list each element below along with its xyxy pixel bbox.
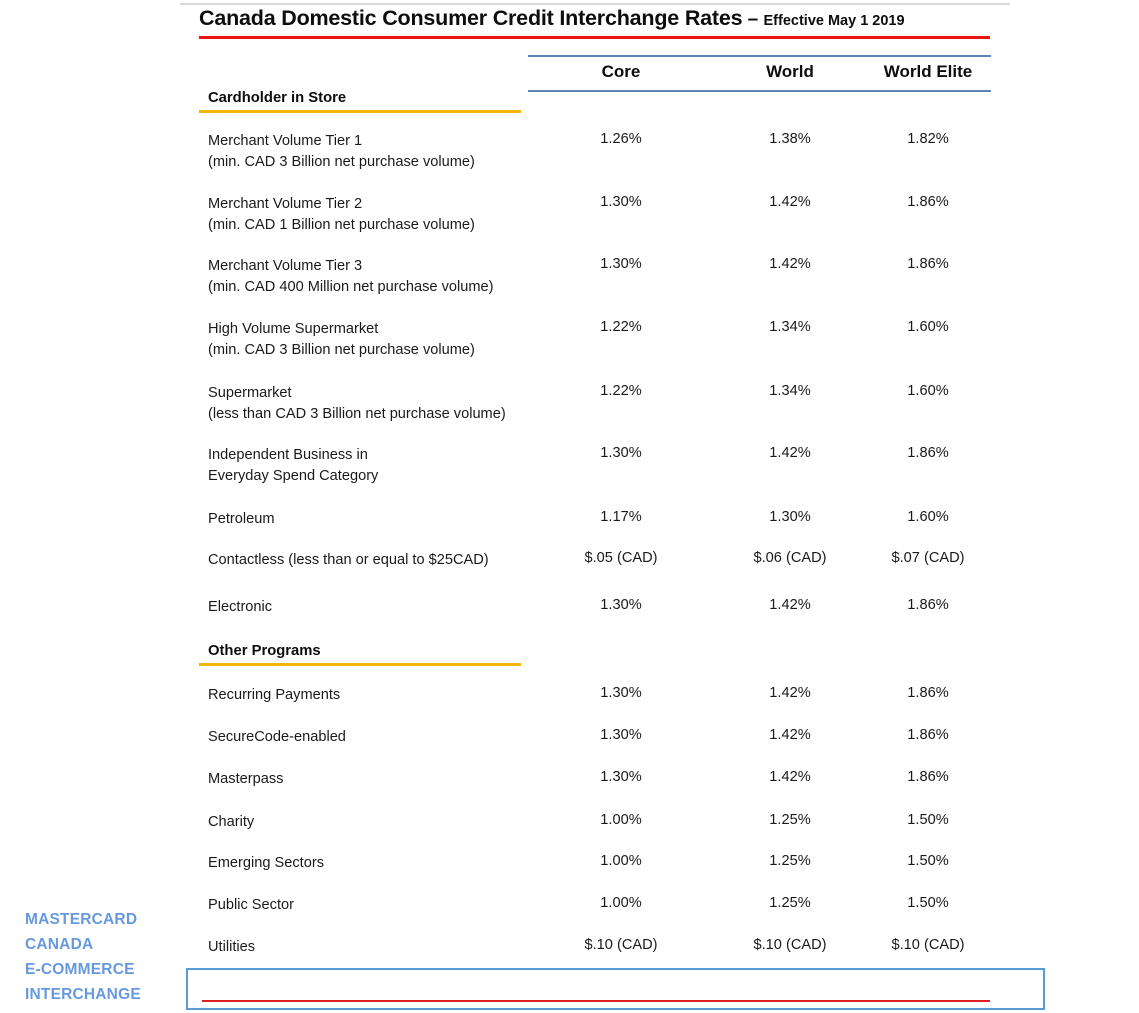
row-label <box>208 194 538 236</box>
row-label <box>208 597 538 618</box>
rate-cell-world: 1.42% <box>769 769 811 785</box>
rate-cell-core: 1.22% <box>600 383 642 399</box>
row-label-line1: Petroleum <box>208 511 275 527</box>
row-label <box>208 769 538 790</box>
row-label-line1: High Volume Supermarket <box>208 321 379 337</box>
rate-cell-core: 1.30% <box>600 256 642 272</box>
rate-cell-world: 1.38% <box>769 131 811 147</box>
row-label-line2: (min. CAD 1 Billion net purchase volume) <box>208 217 475 234</box>
row-label-line1: Merchant Volume Tier 1 <box>208 133 363 149</box>
rate-cell-elite: 1.50% <box>907 812 949 828</box>
row-label <box>208 445 538 487</box>
section-label: Other Programs <box>208 643 321 659</box>
rate-cell-elite: 1.86% <box>907 194 949 210</box>
row-label-line1: Contactless (less than or equal to $25CAD) <box>208 552 489 568</box>
rate-cell-world: 1.30% <box>769 509 811 525</box>
title-dash: – <box>742 9 764 30</box>
rate-cell-core: $.10 (CAD) <box>584 937 658 953</box>
rate-cell-world: 1.42% <box>769 597 811 613</box>
standard-row-highlight-box <box>186 968 1045 1010</box>
rate-cell-world: $.06 (CAD) <box>753 550 827 566</box>
row-label <box>208 937 538 958</box>
rate-cell-elite: 1.86% <box>907 597 949 613</box>
row-label <box>208 550 538 571</box>
rate-cell-core: 1.22% <box>600 319 642 335</box>
column-header-world: World <box>766 62 814 81</box>
column-header-core: Core <box>601 62 641 81</box>
row-label <box>208 853 538 874</box>
rate-cell-core: 1.30% <box>600 194 642 210</box>
rate-cell-elite: 1.50% <box>907 853 949 869</box>
row-label-line1: Masterpass <box>208 771 284 787</box>
row-label <box>208 383 538 425</box>
row-label-line1: Utilities <box>208 939 256 955</box>
rate-cell-core: 1.30% <box>600 727 642 743</box>
rate-cell-elite: 1.86% <box>907 685 949 701</box>
rate-cell-core: 1.00% <box>600 853 642 869</box>
row-label <box>208 256 538 298</box>
rate-cell-elite: 1.86% <box>907 727 949 743</box>
rate-cell-elite: 1.86% <box>907 445 949 461</box>
row-label <box>208 131 538 173</box>
row-label-line1: Public Sector <box>208 897 294 913</box>
section-underline <box>199 110 521 113</box>
sidebar-brand-line: E-COMMERCE <box>25 961 135 979</box>
rate-cell-world: 1.25% <box>769 853 811 869</box>
row-label <box>208 812 538 833</box>
rate-cell-world: 1.42% <box>769 685 811 701</box>
rate-cell-core: 1.17% <box>600 509 642 525</box>
rate-cell-core: 1.30% <box>600 445 642 461</box>
sidebar-brand-line: MASTERCARD <box>25 911 138 928</box>
rate-cell-elite: 1.86% <box>907 256 949 272</box>
rate-cell-elite: 1.60% <box>907 509 949 525</box>
title-main: Canada Domestic Consumer Credit Interchange Rates <box>199 6 743 30</box>
rate-cell-world: 1.25% <box>769 812 811 828</box>
row-label-line1: Emerging Sectors <box>208 855 324 871</box>
row-label <box>208 685 538 706</box>
rate-cell-core: 1.30% <box>600 685 642 701</box>
row-label-line1: Supermarket <box>208 385 292 401</box>
rate-cell-world: 1.42% <box>769 256 811 272</box>
row-label-line2: (less than CAD 3 Billion net purchase volume) <box>208 406 506 423</box>
row-label <box>208 509 538 530</box>
row-label-line1: Independent Business in <box>208 447 368 463</box>
rate-cell-elite: $.10 (CAD) <box>891 937 965 953</box>
row-label-line1: Charity <box>208 814 255 830</box>
row-label-line2: Everyday Spend Category <box>208 468 379 485</box>
row-label-line1: Merchant Volume Tier 2 <box>208 196 363 212</box>
rate-cell-elite: $.07 (CAD) <box>891 550 965 566</box>
rate-cell-world: $.10 (CAD) <box>753 937 827 953</box>
sidebar-brand-line: INTERCHANGE <box>25 986 141 1004</box>
rate-cell-world: 1.34% <box>769 383 811 399</box>
row-label-line2: (min. CAD 3 Billion net purchase volume) <box>208 154 475 171</box>
row-label-line1: Electronic <box>208 599 273 615</box>
header-rule-top <box>528 55 991 57</box>
row-label-line2: (min. CAD 3 Billion net purchase volume) <box>208 342 475 359</box>
row-label <box>208 727 538 748</box>
rate-cell-world: 1.42% <box>769 194 811 210</box>
row-label <box>208 895 538 916</box>
rate-cell-world: 1.42% <box>769 727 811 743</box>
row-label <box>208 319 538 361</box>
rate-cell-core: 1.26% <box>600 131 642 147</box>
section-label: Cardholder in Store <box>208 90 347 106</box>
column-header-world-elite: World Elite <box>883 62 973 81</box>
rate-cell-elite: 1.60% <box>907 319 949 335</box>
rate-cell-core: 1.30% <box>600 769 642 785</box>
rate-cell-world: 1.25% <box>769 895 811 911</box>
rate-cell-world: 1.34% <box>769 319 811 335</box>
rate-cell-elite: 1.50% <box>907 895 949 911</box>
section-underline <box>199 663 521 666</box>
title-effective-date: Effective May 1 2019 <box>763 13 905 29</box>
standard-row-underline <box>202 1000 990 1002</box>
rate-cell-world: 1.42% <box>769 445 811 461</box>
rate-cell-core: 1.00% <box>600 812 642 828</box>
rate-cell-core: $.05 (CAD) <box>584 550 658 566</box>
row-label-line2: (min. CAD 400 Million net purchase volume) <box>208 279 494 296</box>
row-label-line1: Recurring Payments <box>208 687 341 703</box>
rate-cell-core: 1.30% <box>600 597 642 613</box>
rate-cell-elite: 1.82% <box>907 131 949 147</box>
rate-cell-elite: 1.86% <box>907 769 949 785</box>
rate-cell-core: 1.00% <box>600 895 642 911</box>
sidebar-brand-line: CANADA <box>25 936 94 954</box>
row-label-line1: SecureCode-enabled <box>208 729 346 745</box>
row-label-line1: Merchant Volume Tier 3 <box>208 258 363 274</box>
rate-cell-elite: 1.60% <box>907 383 949 399</box>
header-rule-bottom <box>528 90 991 92</box>
